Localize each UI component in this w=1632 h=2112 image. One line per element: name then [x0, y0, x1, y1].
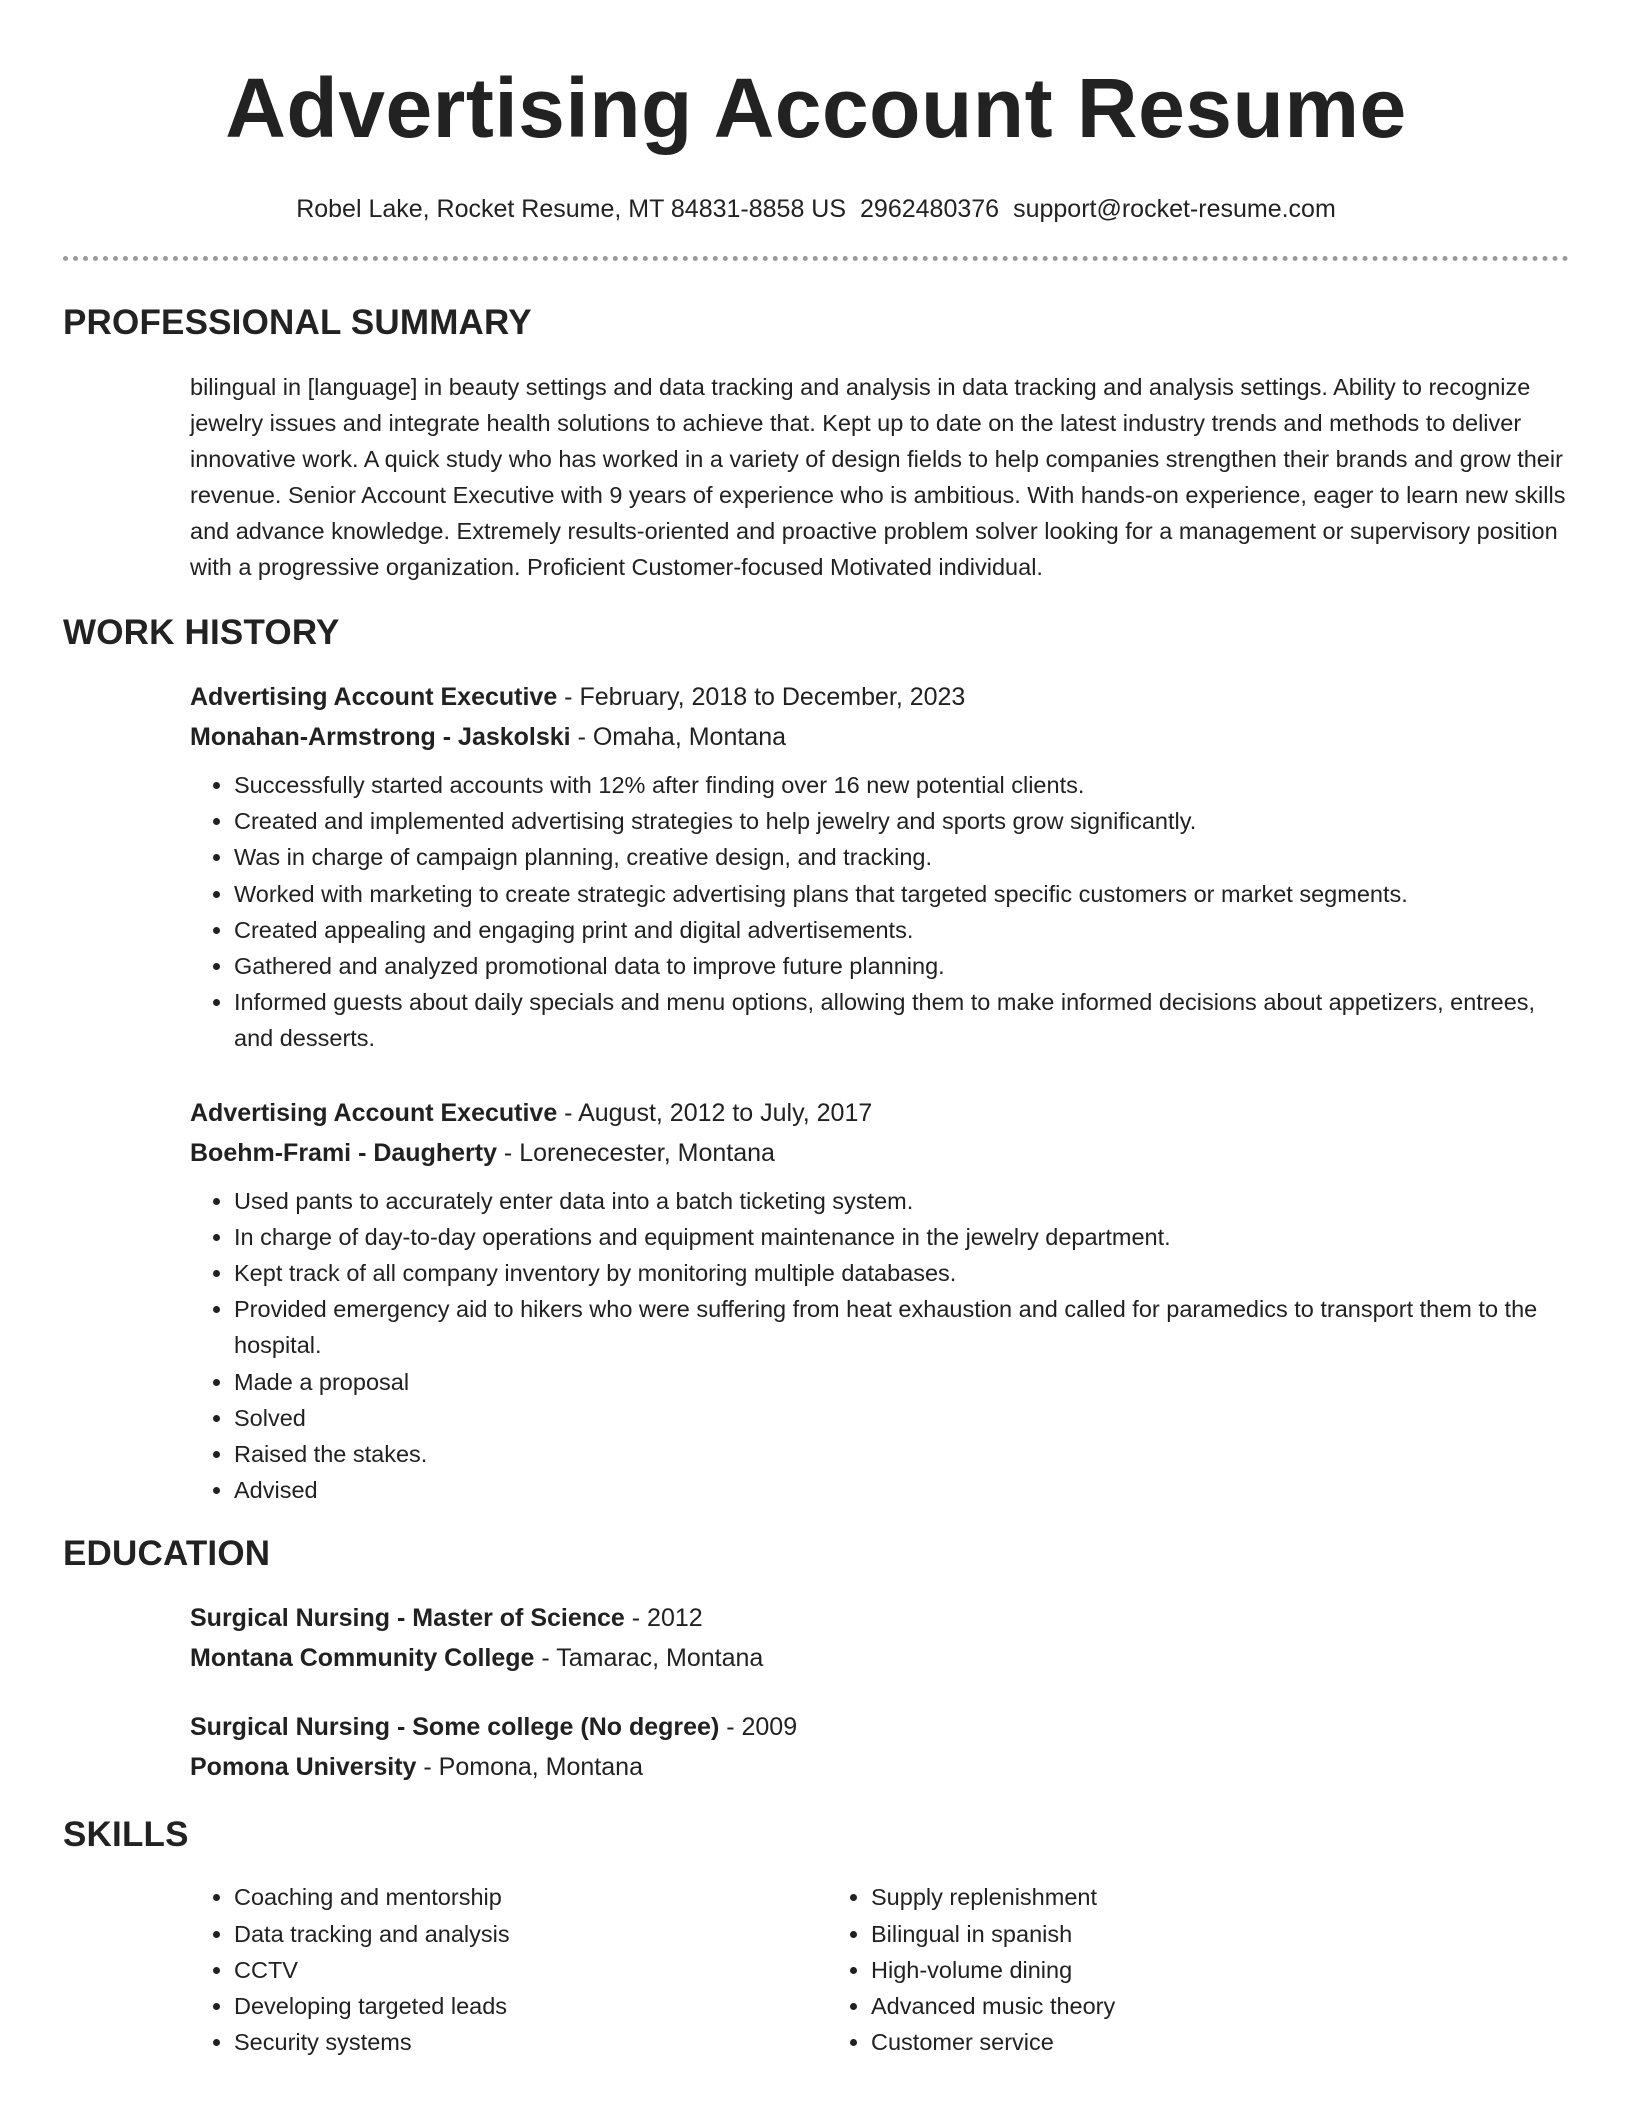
skills-list — [190, 1879, 1569, 2060]
contact-phone: 2962480376 — [860, 195, 1000, 223]
job-location: - Omaha, Montana — [570, 723, 787, 751]
list-item: • Created appealing and engaging print and digital advertisements. — [234, 912, 1569, 948]
list-item: • Kept track of all company inventory by monitoring multiple databases. — [234, 1255, 1569, 1291]
degree-year: - 2009 — [719, 1713, 798, 1742]
list-item: • Raised the stakes. — [234, 1436, 1569, 1472]
job-title: Advertising Account Executive — [190, 1098, 558, 1127]
job-company: Monahan-Armstrong - Jaskolski — [190, 723, 571, 751]
skills-column-right — [827, 1879, 1387, 2060]
job-company-line — [190, 717, 1569, 757]
job-entry — [190, 677, 1569, 1057]
skill-item: • Data tracking and analysis — [234, 1916, 827, 1952]
school-location: - Tamarac, Montana — [534, 1644, 764, 1673]
degree-line — [190, 1707, 1569, 1747]
list-item: • Provided emergency aid to hikers who were suffering from heat exhaustion and called for paramedics to transport them to the hospital. — [234, 1291, 1569, 1363]
job-title: Advertising Account Executive — [190, 683, 558, 711]
school-location: - Pomona, Montana — [416, 1753, 643, 1782]
degree-line — [190, 1598, 1569, 1638]
contact-line — [63, 194, 1569, 224]
list-item: • Gathered and analyzed promotional data to improve future planning. — [234, 948, 1569, 984]
skill-item: • Developing targeted leads — [234, 1988, 827, 2024]
resume-title: Advertising Account Resume — [225, 61, 1407, 155]
skill-item: • Customer service — [871, 2024, 1387, 2060]
job-location: - Lorenecester, Montana — [496, 1138, 775, 1167]
list-item: • Worked with marketing to create strategic advertising plans that targeted specific customers or market segments. — [234, 876, 1569, 912]
skill-item: • Supply replenishment — [871, 1879, 1387, 1915]
list-item: • Was in charge of campaign planning, creative design, and tracking. — [234, 839, 1569, 875]
list-item: • Informed guests about daily specials and menu options, allowing them to make informed decisions about appetizers, entrees, and desserts. — [234, 984, 1569, 1056]
skills-column-left — [190, 1879, 827, 2060]
summary-heading: PROFESSIONAL SUMMARY — [63, 303, 532, 342]
list-item: • Successfully started accounts with 12% after finding over 16 new potential clients. — [234, 767, 1569, 803]
contact-address: Robel Lake, Rocket Resume, MT 84831-8858 US — [296, 195, 847, 223]
list-item: • In charge of day-to-day operations and equipment maintenance in the jewelry department. — [234, 1219, 1569, 1255]
job-dates: - February, 2018 to December, 2023 — [557, 683, 966, 711]
job-bullets — [190, 767, 1569, 1057]
education-heading: EDUCATION — [63, 1534, 271, 1574]
list-item: • Created and implemented advertising strategies to help jewelry and sports grow significantly. — [234, 803, 1569, 839]
list-item: • Made a proposal — [234, 1364, 1569, 1400]
job-company-line — [190, 1133, 1569, 1173]
summary-text: bilingual in [language] in beauty settings and data tracking and analysis in data tracking and analysis settings. Ability to recognize jewelry issues and integrate health solutions to achieve that. Kept up to date on the latest industry trends and methods to deliver innovative work. A quick study who has worked in a variety of design fields to help companies strengthen their brands and grow their revenue. Senior Account Executive with 9 years of experience who is ambitious. With hands-on experience, eager to learn new skills and advance knowledge. Extremely results-oriented and proactive problem solver looking for a management or supervisory position with a progressive organization. Proficient Customer-focused Motivated individual. — [190, 374, 1566, 580]
school-line — [190, 1747, 1569, 1787]
school-name: Montana Community College — [190, 1644, 535, 1673]
degree: Surgical Nursing - Some college (No degree) — [190, 1713, 720, 1742]
job-company: Boehm-Frami - Daugherty — [190, 1138, 497, 1167]
education-entry — [190, 1598, 1569, 1678]
job-bullets — [190, 1183, 1569, 1509]
skills-heading: SKILLS — [63, 1815, 189, 1855]
job-title-line — [190, 1093, 1569, 1133]
degree-year: - 2012 — [624, 1604, 703, 1633]
skill-item: • High-volume dining — [871, 1952, 1387, 1988]
skill-item: • Security systems — [234, 2024, 827, 2060]
school-name: Pomona University — [190, 1753, 417, 1782]
skill-item: • CCTV — [234, 1952, 827, 1988]
list-item: • Advised — [234, 1472, 1569, 1508]
school-line — [190, 1638, 1569, 1678]
header-divider — [63, 256, 1569, 261]
skill-item: • Advanced music theory — [871, 1988, 1387, 2024]
work-history-heading: WORK HISTORY — [63, 613, 340, 652]
job-title-line — [190, 677, 1569, 717]
skill-item: • Bilingual in spanish — [871, 1916, 1387, 1952]
list-item: • Solved — [234, 1400, 1569, 1436]
job-entry — [190, 1093, 1569, 1509]
degree: Surgical Nursing - Master of Science — [190, 1604, 625, 1633]
skill-item: • Coaching and mentorship — [234, 1879, 827, 1915]
education-entry — [190, 1707, 1569, 1787]
list-item: • Used pants to accurately enter data into a batch ticketing system. — [234, 1183, 1569, 1219]
contact-email[interactable]: support@rocket-resume.com — [1013, 195, 1336, 223]
job-dates: - August, 2012 to July, 2017 — [557, 1098, 873, 1127]
